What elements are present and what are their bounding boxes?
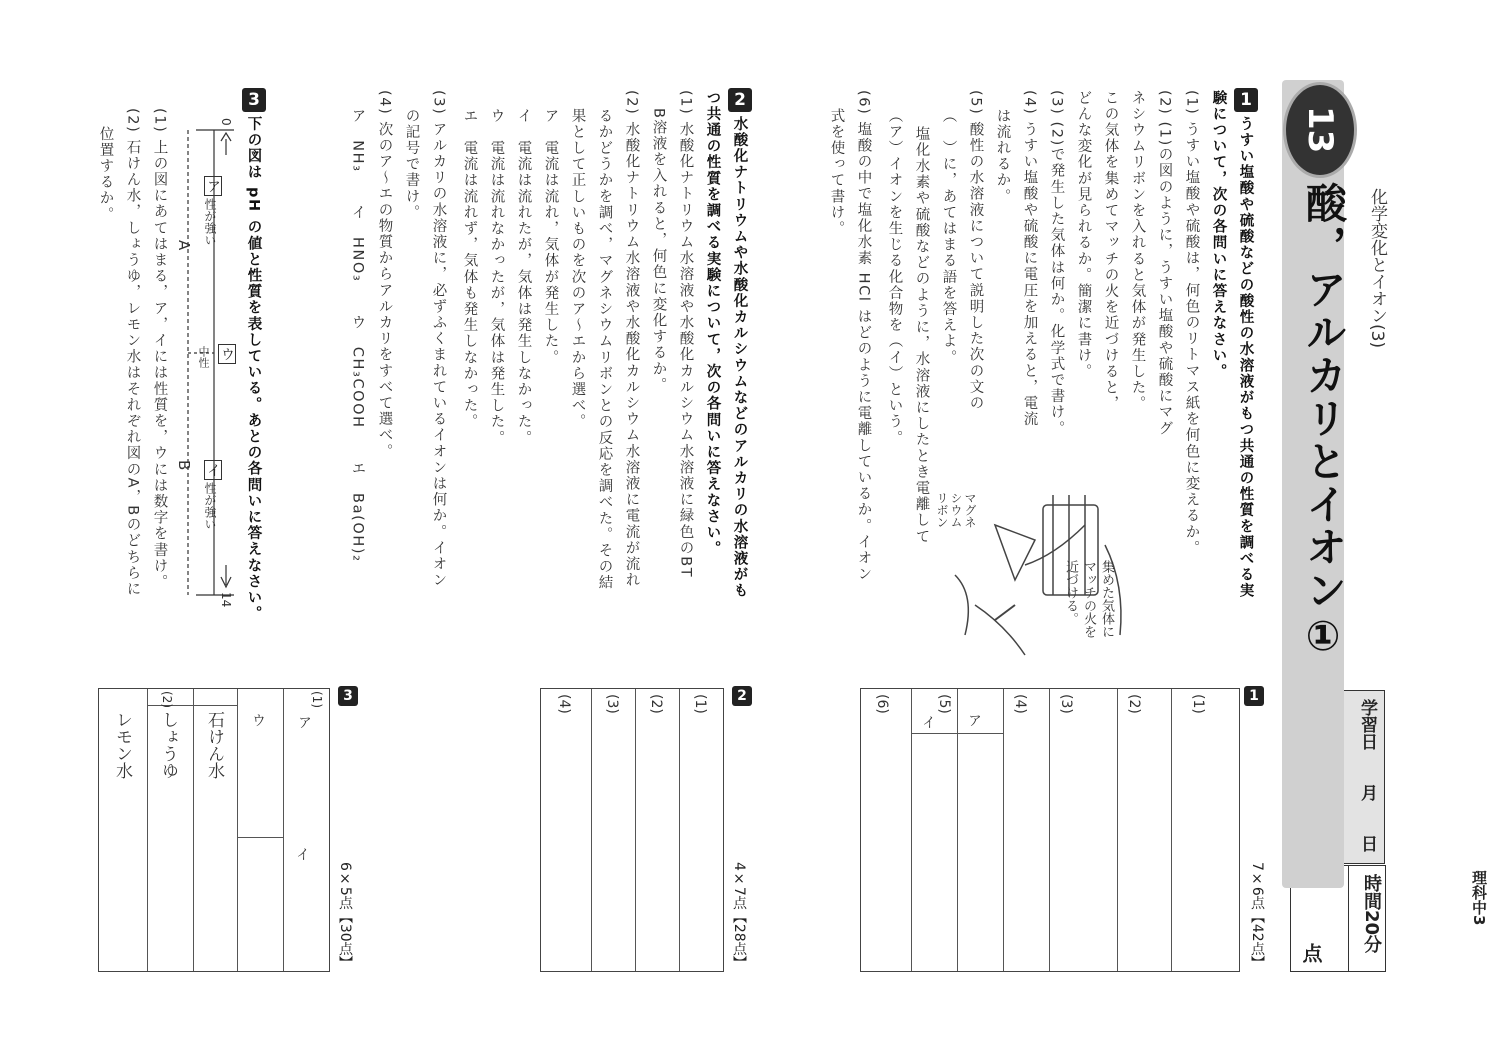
fig1-ribbon-1: マグネ [963, 492, 977, 528]
answer1-points: 7×6点【42点】 [1249, 862, 1265, 970]
a1-sub-i: イ [920, 715, 936, 729]
s2-intro-1: 水酸化ナトリウムや水酸化カルシウムなどのアルカリの水溶液がも [731, 116, 748, 599]
a1-row6: (6) [874, 694, 890, 714]
ph-u-box: ウ [218, 344, 236, 364]
s1-intro-2: 験について，次の各問いに答えなさい。 [1210, 90, 1227, 380]
s1-q5-1: (5) 酸性の水溶液について説明した次の文の [967, 90, 984, 412]
date-box [1343, 690, 1385, 864]
s3-q2-2: 位置するか。 [97, 126, 114, 223]
section2-badge: 2 [728, 88, 752, 112]
s1-q6-2: 式を使って書け。 [828, 108, 845, 237]
fig1-ribbon-3: リボン [935, 492, 949, 528]
s1-q2-2: ネシウムリボンを入れると気体が発生した。 [1129, 90, 1146, 412]
s1-q1: (1) うすい塩酸や硫酸は，何色のリトマス紙を何色に変えるか。 [1183, 90, 1200, 557]
s2-q4-choices: ア NH₃ イ HNO₃ ウ CH₃COOH エ Ba(OH)₂ [349, 108, 366, 563]
s2-choice-u: ウ 電流は流れなかったが，気体は発生した。 [488, 108, 505, 447]
s2-choice-e: エ 電流は流れず，気体も発生しなかった。 [461, 108, 478, 430]
s2-choice-i: イ 電流は流れたが，気体は発生しなかった。 [515, 108, 532, 447]
s1-q4-2: は流れるか。 [994, 108, 1011, 205]
ph-i-text: 性が強い [203, 482, 217, 530]
ph-right: 14 [219, 592, 233, 608]
s1-q2-1: (2) (1)の図のように，うすい塩酸や硫酸にマグ [1156, 90, 1173, 437]
a3-row1: (1) [310, 691, 324, 708]
s1-intro-1: うすい塩酸や硫酸などの酸性の水溶液がもつ共通の性質を調べる実 [1237, 116, 1254, 599]
answer3-table [98, 688, 330, 972]
s3-intro: 下の図は pH の値と性質を表している。あとの各問いに答えなさい。 [245, 116, 262, 622]
section3-badge: 3 [242, 88, 266, 112]
a2-row3: (3) [604, 694, 620, 714]
answer1-badge: 1 [1244, 686, 1264, 706]
s2-q2-2: るかどうかを調べ，マグネシウムリボンとの反応を調べた。その結 [596, 108, 613, 591]
s1-q4-1: (4) うすい塩酸や硫酸に電圧を加えると，電流 [1021, 90, 1038, 428]
ph-a-box: ア [204, 176, 222, 196]
s2-q2-3: 果として正しいものを次のア～エから選べ。 [569, 108, 586, 430]
s1-q2-4: どんな変化が見られるか。簡潔に書け。 [1075, 90, 1092, 380]
a2-row2: (2) [648, 694, 664, 714]
fig1-collected-1: 集めた気体に [1099, 560, 1114, 638]
s3-q1: (1) 上の図にあてはまる，ア，イには性質を，ウには数字を書け。 [151, 108, 168, 591]
ph-B: B [175, 460, 193, 471]
fig1-collected-3: 近づける。 [1063, 560, 1078, 625]
s1-q5-4: （ア）イオンを生じる化合物を（イ）という。 [886, 108, 903, 447]
s2-choice-a: ア 電流は流れ，気体が発生した。 [542, 108, 559, 366]
unit-subtitle: 化学変化とイオン(3) [1367, 188, 1387, 349]
a1-row4: (4) [1012, 694, 1028, 714]
fig1-ribbon-2: シウム [949, 492, 963, 528]
ph-a-text: 性が強い [203, 198, 217, 246]
a3-a: ア [296, 715, 312, 729]
s2-q1-1: (1) 水酸化ナトリウム水溶液や水酸化カルシウム水溶液に緑色のBT [677, 90, 694, 579]
s1-q6-1: (6) 塩酸の中で塩化水素 HCl はどのように電離しているか。イオン [855, 90, 872, 583]
a1-row1: (1) [1190, 694, 1206, 714]
a3-row2: (2) [160, 691, 174, 708]
a2-row4: (4) [556, 694, 572, 714]
a1-row3: (3) [1058, 694, 1074, 714]
answer3-badge: 3 [338, 686, 358, 706]
ph-left: 0 [219, 118, 233, 126]
s2-q3-1: (3) アルカリの水溶液に，必ずふくまれているイオンは何か。イオン [430, 90, 447, 589]
time-label: 時間20分 [1361, 874, 1382, 954]
ph-u-text: 中性 [197, 346, 210, 368]
ph-A: A [175, 240, 193, 251]
s2-intro-2: つ共通の性質を調べる実験について，次の各問いに答えなさい。 [704, 90, 721, 557]
s1-q5-2: （ ）に，あてはまる語を答えよ。 [940, 108, 957, 366]
answer2-badge: 2 [732, 686, 752, 706]
a1-row5: (5) [936, 694, 952, 714]
a3-item3: レモン水 [112, 711, 132, 779]
a2-row1: (1) [692, 694, 708, 714]
a3-item2: しょうゆ [158, 711, 178, 779]
unit-number: 13 [1300, 106, 1340, 154]
a1-sub-a: ア [966, 713, 982, 727]
s2-q4: (4) 次のア～エの物質からアルカリをすべて選べ。 [376, 90, 393, 460]
answer2-points: 4×7点【28点】 [731, 862, 747, 970]
fig1-collected-2: マッチの火を [1081, 560, 1096, 638]
ph-i-box: イ [204, 460, 222, 480]
page-title: 酸，アルカリとイオン① [1299, 182, 1347, 662]
answer3-points: 6×5点【30点】 [337, 862, 353, 970]
answer2-table [540, 688, 724, 972]
s1-q2-3: この気体を集めてマッチの火を近づけると， [1102, 90, 1119, 412]
subject-label: 理科中3 [1470, 870, 1488, 926]
a1-row2: (2) [1126, 694, 1142, 714]
s1-q5-3: 塩化水素や硫酸などのように，水溶液にしたとき電離して [913, 126, 930, 545]
unit-number-circle [1283, 82, 1357, 178]
s2-q1-2: B溶液を入れると，何色に変化するか。 [650, 108, 667, 394]
ph-diagram [176, 125, 256, 608]
s2-q2-1: (2) 水酸化ナトリウム水溶液や水酸化カルシウム水溶液に電流が流れ [623, 90, 640, 589]
a3-u: ウ [250, 713, 266, 727]
s2-q3-2: の記号で書け。 [403, 108, 420, 221]
score-unit: 点 [1299, 943, 1323, 963]
s3-q2-1: (2) 石けん水，しょうゆ，レモン水はそれぞれ図のA，Bのどちらに [124, 108, 141, 598]
answer1-table [860, 688, 1240, 972]
study-date: 学習日 月 日 [1357, 699, 1377, 852]
s1-q3: (3) (2)で発生した気体は何か。化学式で書け。 [1048, 90, 1065, 437]
a3-item1: 石けん水 [204, 711, 224, 779]
section1-badge: 1 [1234, 88, 1258, 112]
a3-i: イ [294, 847, 310, 861]
